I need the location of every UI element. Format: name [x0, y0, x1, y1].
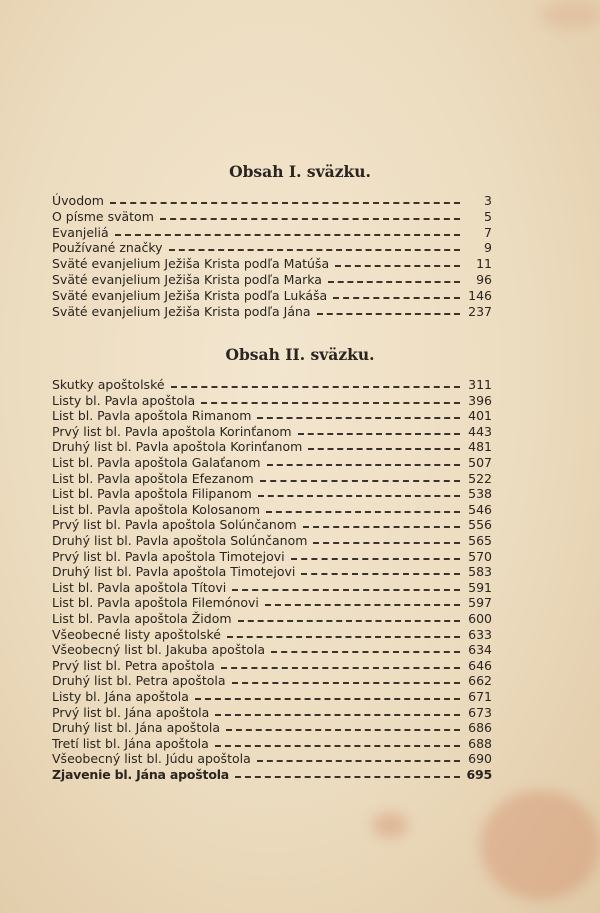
toc-entry-page: 96: [476, 272, 492, 287]
toc-entry-page: 311: [468, 377, 492, 392]
toc-entry: [52, 689, 492, 704]
toc-entry-page: 673: [468, 704, 492, 720]
toc-entry-page: 583: [468, 564, 492, 580]
toc-entry-page: 538: [468, 486, 492, 502]
toc-entry-page: 662: [468, 673, 492, 689]
toc-entry: [52, 767, 492, 782]
toc-entry-page: 146: [468, 287, 492, 303]
toc-entry-page: 591: [468, 579, 492, 595]
toc-entry: [52, 611, 492, 626]
toc-entry-page: 556: [468, 517, 492, 533]
dash-leader: [227, 635, 460, 638]
toc-entry-title: Skutky apoštolské: [52, 377, 165, 392]
toc-entry-title: Zjavenie bl. Jána apoštola: [52, 767, 230, 782]
toc-entry-title: Prvý list bl. Petra apoštola: [52, 657, 215, 673]
dash-leader: [257, 759, 460, 762]
dash-leader: [232, 681, 460, 684]
toc-entry-title: List bl. Pavla apoštola Filipanom: [52, 486, 252, 502]
toc-entry-title: Druhý list bl. Pavla apoštola Korinťanom: [52, 439, 303, 455]
toc-entry-title: Druhý list bl. Pavla apoštola Solúnčanom: [52, 533, 308, 548]
toc-entry-title: List bl. Pavla apoštola Filemónovi: [52, 595, 259, 611]
toc-entry: [52, 673, 492, 688]
dash-leader: [271, 650, 460, 653]
dash-leader: [221, 666, 460, 669]
toc-entry: [52, 595, 492, 610]
toc-entry-page: 401: [468, 408, 492, 424]
volume2-title: Obsah II. svӓzku.: [225, 345, 375, 364]
toc-entry-title: Prvý list bl. Pavla apoštola Solúnčanom: [52, 517, 297, 533]
toc-entry-title: Prvý list bl. Jána apoštola: [52, 704, 210, 720]
toc-entry-page: 3: [484, 193, 492, 208]
dash-leader: [303, 525, 460, 528]
toc-entry-page: 688: [468, 735, 492, 751]
toc-entry-title: Prvý list bl. Pavla apoštola Timotejovi: [52, 548, 285, 564]
volume1-title: Obsah I. svӓzku.: [229, 162, 371, 181]
toc-entry: [52, 377, 492, 392]
toc-entry-title: Druhý list bl. Petra apoštola: [52, 673, 226, 689]
toc-entry: [52, 471, 492, 486]
toc-entry: [52, 424, 492, 439]
toc-entry: [52, 580, 492, 595]
toc-entry: [52, 658, 492, 673]
toc-entry: [52, 564, 492, 579]
toc-entry-title: List bl. Pavla apoštola Galaťanom: [52, 455, 261, 470]
toc-entry: [52, 549, 492, 564]
toc-entry: [52, 439, 492, 454]
toc-entry-page: 600: [468, 611, 492, 626]
toc-entry-title: List bl. Pavla apoštola Efezanom: [52, 470, 254, 486]
toc-entry: [52, 736, 492, 751]
toc-entry-page: 690: [468, 751, 492, 767]
toc-entry-page: 9: [484, 240, 492, 256]
toc-entry-title: Všeobecný list bl. Jakuba apoštola: [52, 642, 266, 658]
toc-entry-title: Svӓté evanjelium Ježiša Krista podľa Jána: [52, 303, 311, 319]
toc-entry-page: 11: [476, 256, 492, 272]
toc-entry-title: Listy bl. Pavla apoštola: [52, 392, 196, 408]
dash-leader: [313, 541, 460, 544]
toc-entry-page: 633: [468, 626, 492, 642]
toc-entry-title: List bl. Pavla apoštola Kolosanom: [52, 501, 260, 517]
toc-entry-title: O písme svӓtom: [52, 208, 154, 224]
toc-entry-title: Listy bl. Jána apoštola: [52, 689, 189, 704]
dash-leader: [298, 432, 460, 435]
toc-entry-page: 597: [468, 595, 492, 611]
toc-entry-page: 7: [484, 224, 492, 240]
dash-leader: [201, 401, 460, 404]
toc-entry-page: 481: [468, 439, 492, 455]
toc-entry-page: 565: [468, 533, 492, 548]
toc-entry: [52, 720, 492, 735]
dash-leader: [257, 416, 460, 419]
toc-entry-title: List bl. Pavla apoštola Títovi: [52, 579, 227, 595]
toc-entry: [52, 408, 492, 423]
toc-entry: [52, 705, 492, 720]
toc-entry-title: Všeobecné listy apoštolské: [52, 626, 221, 642]
toc-entry-title: Všeobecný list bl. Júdu apoštola: [52, 751, 251, 767]
toc-entry: [52, 627, 492, 642]
toc-entry: [52, 455, 492, 470]
toc-entry: [52, 486, 492, 501]
dash-leader: [301, 572, 460, 575]
dash-leader: [266, 510, 460, 513]
toc-entry: [52, 751, 492, 766]
toc-entry-title: Úvodom: [52, 193, 104, 208]
toc-entry-title: Prvý list bl. Pavla apoštola Korinťanom: [52, 423, 292, 439]
toc-entry-page: 522: [468, 470, 492, 486]
toc-entry-page: 237: [468, 303, 492, 319]
toc-entry-title: Druhý list bl. Pavla apoštola Timotejovi: [52, 564, 296, 580]
dash-leader: [215, 744, 460, 747]
toc-entry-page: 396: [468, 392, 492, 408]
dash-leader: [308, 447, 460, 450]
toc-entry: [52, 533, 492, 548]
dash-leader: [265, 603, 460, 606]
toc-entry-title: Svӓté evanjelium Ježiša Krista podľa Marka: [52, 272, 322, 287]
toc-entry: [52, 502, 492, 517]
toc-entry-page: 546: [468, 501, 492, 517]
dash-leader: [226, 728, 460, 731]
toc-entry-page: 5: [484, 208, 492, 224]
toc-entry-title: Evanjeliá: [52, 224, 109, 240]
toc-entry: [52, 517, 492, 532]
toc-entry-page: 646: [468, 657, 492, 673]
toc-entry: [52, 393, 492, 408]
dash-leader: [291, 557, 460, 560]
toc-entry-title: Druhý list bl. Jána apoštola: [52, 720, 221, 736]
toc-entry-title: Používané značky: [52, 240, 163, 256]
toc-entry-title: Tretí list bl. Jána apoštola: [52, 735, 209, 751]
toc-entry-title: List bl. Pavla apoštola Rimanom: [52, 408, 252, 424]
dash-leader: [215, 713, 460, 716]
dash-leader: [232, 588, 460, 591]
toc-entry-page: 695: [466, 767, 492, 782]
toc-entry-page: 671: [468, 689, 492, 704]
toc-entry-title: List bl. Pavla apoštola Židom: [52, 611, 232, 626]
toc-entry-page: 686: [468, 720, 492, 736]
toc-entry-page: 443: [468, 423, 492, 439]
toc-entry-title: Svӓté evanjelium Ježiša Krista podľa Matúša: [52, 256, 330, 272]
dash-leader: [267, 463, 460, 466]
dash-leader: [195, 697, 460, 700]
dash-leader: [171, 385, 460, 388]
dash-leader: [238, 619, 460, 622]
dash-leader: [258, 494, 460, 497]
toc-entry: [52, 642, 492, 657]
toc-entry-page: 570: [468, 548, 492, 564]
dash-leader: [235, 775, 460, 778]
dash-leader: [260, 479, 460, 482]
toc-entry-page: 507: [468, 455, 492, 470]
toc-entry-page: 634: [468, 642, 492, 658]
toc-entry-title: Svӓté evanjelium Ježiša Krista podľa Lukáša: [52, 287, 328, 303]
